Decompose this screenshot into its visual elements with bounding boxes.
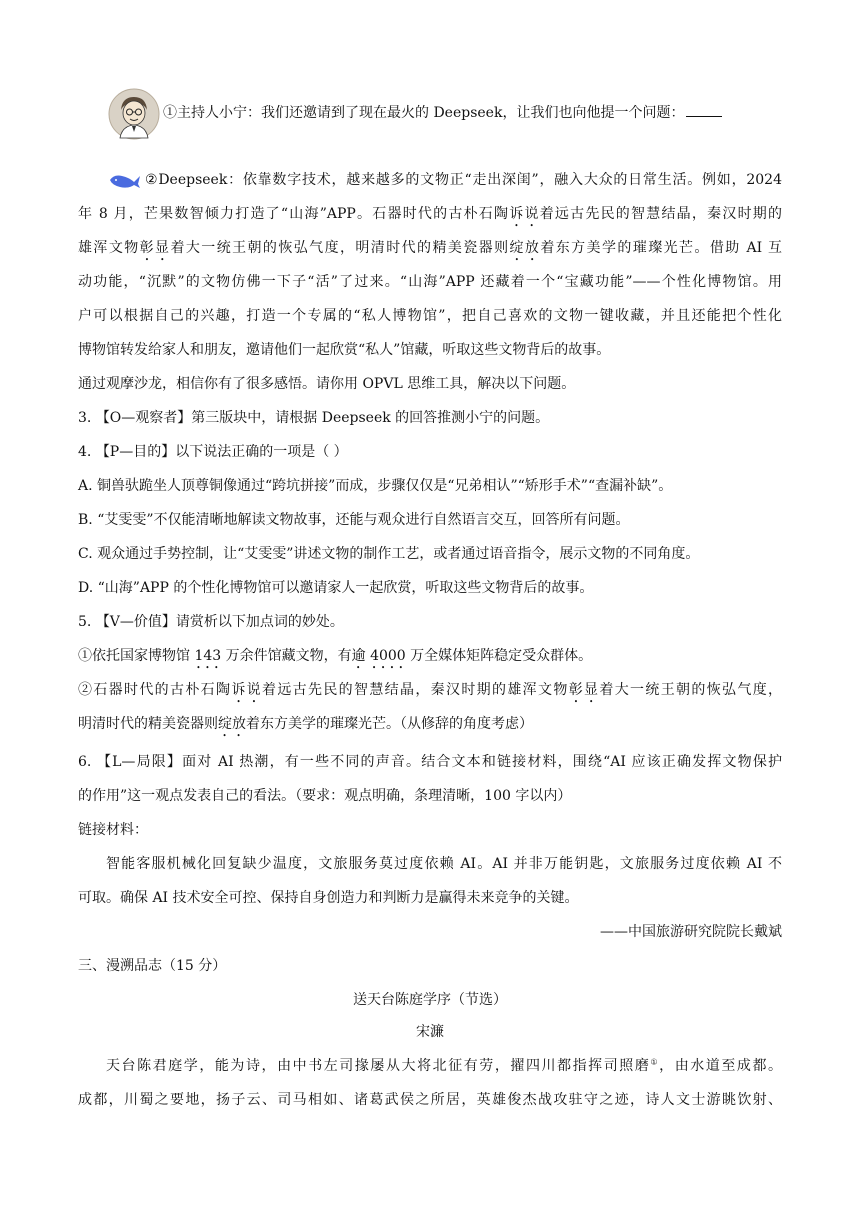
- emphasized-number-143: 143: [194, 648, 222, 664]
- text-seg: 着大一统王朝的恢弘气度，明清时代的精美瓷器则: [170, 240, 510, 256]
- text-seg: 着远古先民的智慧结晶，秦汉时期的: [539, 206, 783, 222]
- link-material-source: ——中国旅游研究院院长戴斌: [600, 924, 782, 940]
- footnote-marker[interactable]: ①: [650, 1057, 660, 1067]
- question-3: 3. 【O—观察者】第三版块中，请根据 Deepseek 的回答推测小宁的问题。: [78, 410, 550, 426]
- deepseek-answer-line-1: ②Deepseek：依靠数字技术，越来越多的文物正“走出深闺”，融入大众的日常生活。例如，2024: [145, 172, 782, 188]
- question-6-line-2: 的作用”这一观点发表自己的看法。（要求：观点明确，条理清晰，100 字以内）: [78, 788, 572, 804]
- emphasized-word-zhangxian: 彰显: [139, 240, 171, 256]
- deepseek-answer-line-2: [78, 204, 782, 230]
- deepseek-answer-line-5: 户可以根据自己的兴趣，打造一个专属的“私人博物馆”，把自己喜欢的文物一键收藏，并且还能把个性化: [78, 308, 782, 324]
- deepseek-whale-icon: [108, 170, 142, 190]
- deepseek-answer-line-3: [78, 238, 782, 264]
- deepseek-answer-line-6: 博物馆转发给家人和朋友，邀请他们一起欣赏“私人”馆藏，听取这些文物背后的故事。: [78, 342, 611, 358]
- essay-author: 宋濂: [416, 1024, 444, 1040]
- emphasized-word-zhangxian: 彰显: [568, 682, 600, 698]
- question-5-sentence-2: [78, 680, 782, 706]
- option-a[interactable]: A. 铜兽驮跪坐人顶尊铜像通过“跨坑拼接”而成，步骤仅仅是“兄弟相认”“矫形手术”“查漏补缺”。: [78, 478, 673, 494]
- text-seg: 明清时代的精美瓷器则: [78, 716, 218, 732]
- host-question-line: [163, 102, 783, 123]
- emphasized-word-susuo: 诉说: [231, 682, 263, 698]
- answer-blank[interactable]: [686, 102, 722, 117]
- link-material-line-2: 可取。确保 AI 技术安全可控、保持自身创造力和判断力是赢得未来竞争的关键。: [78, 890, 579, 906]
- text-seg: 万余件馆藏文物，有: [221, 648, 352, 664]
- text-seg: ②石器时代的古朴石陶: [78, 682, 232, 698]
- link-material-line-1: 智能客服机械化回复缺少温度，文旅服务莫过度依赖 AI。AI 并非万能钥匙，文旅服务过度依赖 AI 不: [106, 856, 782, 872]
- text-seg: 年 8 月，芒果数智倾力打造了“山海”APP。石器时代的古朴石陶: [78, 206, 510, 222]
- question-5-sentence-3: [78, 714, 782, 740]
- text-seg: 着大一统王朝的恢弘气度，: [599, 682, 783, 698]
- question-6-line-1: 6. 【L—局限】面对 AI 热潮，有一些不同的声音。结合文本和链接材料，围绕“AI 应该正确发挥文物保护: [78, 754, 782, 770]
- text-seg: 着东方美学的璀璨光芒。（从修辞的角度考虑）: [246, 716, 533, 732]
- question-5-stem: 5. 【V—价值】请赏析以下加点词的妙处。: [78, 614, 344, 630]
- question-5-sentence-1: [78, 646, 782, 672]
- text-seg: 着东方美学的璀璨光芒。借助 AI 互: [540, 240, 783, 256]
- host-line-text: ①主持人小宁：我们还邀请到了现在最火的 Deepseek，让我们也向他提一个问题：: [163, 105, 685, 121]
- emphasized-word-susuo: 诉说: [509, 206, 540, 222]
- text-seg: ，由水道至成都。: [659, 1058, 783, 1074]
- question-4-stem: 4. 【P—目的】以下说法正确的一项是（ ）: [78, 444, 348, 460]
- text-seg: 天台陈君庭学，能为诗，由中书左司掾屡从大将北征有劳，擢四川都指挥司照磨: [106, 1058, 651, 1074]
- text-seg: 万全媒体矩阵稳定受众群体。: [405, 648, 593, 664]
- essay-title: 送天台陈庭学序（节选）: [353, 992, 507, 1008]
- essay-paragraph-line-1: [78, 1056, 782, 1076]
- essay-paragraph-line-2: 成都，川蜀之要地，扬子云、司马相如、诸葛武侯之所居，英雄俊杰战攻驻守之迹，诗人文士游眺饮射、: [78, 1092, 782, 1108]
- emphasized-phrase-yu-4000: 逾 4000: [351, 648, 406, 664]
- option-b[interactable]: B. “艾雯雯”不仅能清晰地解读文物故事，还能与观众进行自然语言交互，回答所有问题。: [78, 512, 630, 528]
- section-3-heading: 三、漫溯品志（15 分）: [78, 958, 227, 974]
- deepseek-answer-line-4: 动功能，“沉默”的文物仿佛一下子“活”了过来。“山海”APP 还藏着一个“宝藏功能”——个性化博物馆。用: [78, 274, 782, 290]
- cartoon-man-avatar-icon: [108, 88, 160, 140]
- emphasized-word-zhanfang: 绽放: [218, 716, 246, 732]
- text-seg: 着远古先民的智慧结晶，秦汉时期的雄浑文物: [262, 682, 569, 698]
- option-c[interactable]: C. 观众通过手势控制，让“艾雯雯”讲述文物的制作工艺，或者通过语音指令，展示文物的不同角度。: [78, 546, 700, 562]
- option-d[interactable]: D. “山海”APP 的个性化博物馆可以邀请家人一起欣赏，听取这些文物背后的故事。: [78, 580, 594, 596]
- text-seg: 雄浑文物: [78, 240, 140, 256]
- text-seg: ①依托国家博物馆: [78, 648, 195, 664]
- link-material-label: 链接材料：: [78, 822, 148, 838]
- emphasized-word-zhanfang: 绽放: [509, 240, 541, 256]
- intro-text: 通过观摩沙龙，相信你有了很多感悟。请你用 OPVL 思维工具，解决以下问题。: [78, 376, 576, 392]
